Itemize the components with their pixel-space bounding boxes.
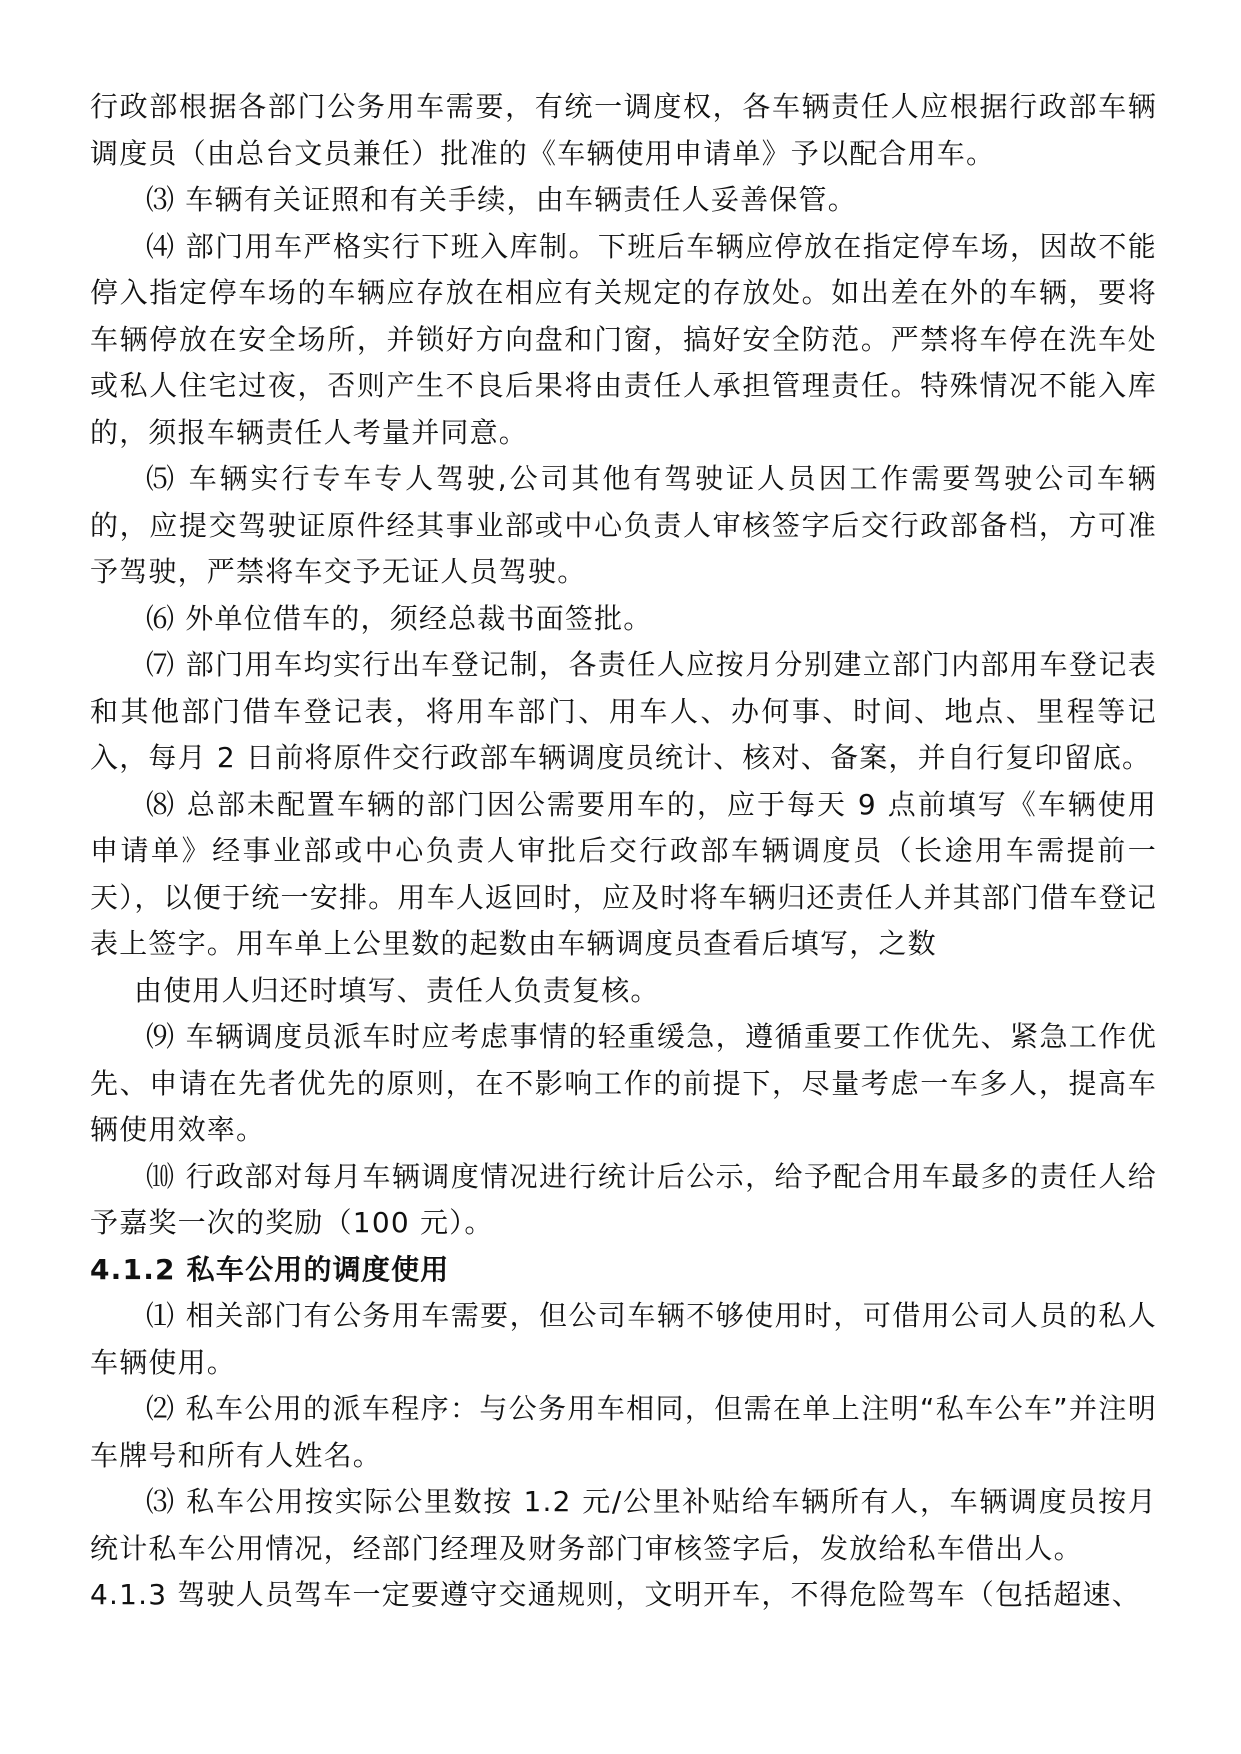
paragraph-item-10-reward: ⑽ 行政部对每月车辆调度情况进行统计后公示，给予配合用车最多的责任人给予嘉奖一次的奖励（100 元）。 [90, 1159, 1157, 1239]
paragraph-item-5-dedicated-driver: ⑸ 车辆实行专车专人驾驶,公司其他有驾驶证人员因工作需要驾驶公司车辆的，应提交驾驶证原件经其事业部或中心负责人审核签字后交行政部备档，方可准予驾驶，严禁将车交予无证人员驾驶。 [90, 462, 1157, 588]
paragraph-dispatch-authority: 行政部根据各部门公务用车需要，有统一调度权，各车辆责任人应根据行政部车辆调度员（由总台文员兼任）批准的《车辆使用申请单》予以配合用车。 [90, 90, 1157, 170]
section-heading-4-1-2: 4.1.2 私车公用的调度使用 [90, 1252, 450, 1286]
paragraph-item-7-registration: ⑺ 部门用车均实行出车登记制，各责任人应按月分别建立部门内部用车登记表和其他部门借车登记表，将用车部门、用车人、办何事、时间、地点、里程等记入，每月 2 日前将原件交行政部车辆调度员统计、核对、备案，并自行复印留底。 [90, 648, 1157, 774]
paragraph-private-item-1: ⑴ 相关部门有公务用车需要，但公司车辆不够使用时，可借用公司人员的私人车辆使用。 [90, 1299, 1157, 1379]
paragraph-private-item-2: ⑵ 私车公用的派车程序：与公务用车相同，但需在单上注明“私车公车”并注明车牌号和所有人姓名。 [90, 1392, 1157, 1472]
paragraph-item-8-application: ⑻ 总部未配置车辆的部门因公需要用车的，应于每天 9 点前填写《车辆使用申请单》经事业部或中心负责人审批后交行政部车辆调度员（长途用车需提前一天），以便于统一安排。用车人返回时，应及时将车辆归还责任人并其部门借车登记表上签字。用车单上公里数的起数由车辆调度员查看后填写，之数 [90, 787, 1157, 960]
paragraph-item-6-external-borrow: ⑹ 外单位借车的，须经总裁书面签批。 [146, 601, 653, 635]
paragraph-4-1-3-traffic-rules: 4.1.3 驾驶人员驾车一定要遵守交通规则，文明开车，不得危险驾车（包括超速、 [90, 1578, 1141, 1611]
paragraph-item-8-continuation: 由使用人归还时填写、责任人负责复核。 [134, 973, 660, 1007]
paragraph-item-4-parking: ⑷ 部门用车严格实行下班入库制。下班后车辆应停放在指定停车场，因故不能停入指定停车场的车辆应存放在相应有关规定的存放处。如出差在外的车辆，要将车辆停放在安全场所，并锁好方向盘和门窗，搞好安全防范。严禁将车停在洗车处或私人住宅过夜，否则产生不良后果将由责任人承担管理责任。特殊情况不能入库的，须报车辆责任人考量并同意。 [90, 229, 1157, 449]
paragraph-item-3-certificates: ⑶ 车辆有关证照和有关手续，由车辆责任人妥善保管。 [146, 183, 857, 216]
paragraph-private-item-3: ⑶ 私车公用按实际公里数按 1.2 元/公里补贴给车辆所有人，车辆调度员按月统计私车公用情况，经部门经理及财务部门审核签字后，发放给私车借出人。 [90, 1485, 1157, 1565]
paragraph-item-9-dispatch-priority: ⑼ 车辆调度员派车时应考虑事情的轻重缓急，遵循重要工作优先、紧急工作优先、申请在先者优先的原则，在不影响工作的前提下，尽量考虑一车多人，提高车辆使用效率。 [90, 1020, 1157, 1146]
